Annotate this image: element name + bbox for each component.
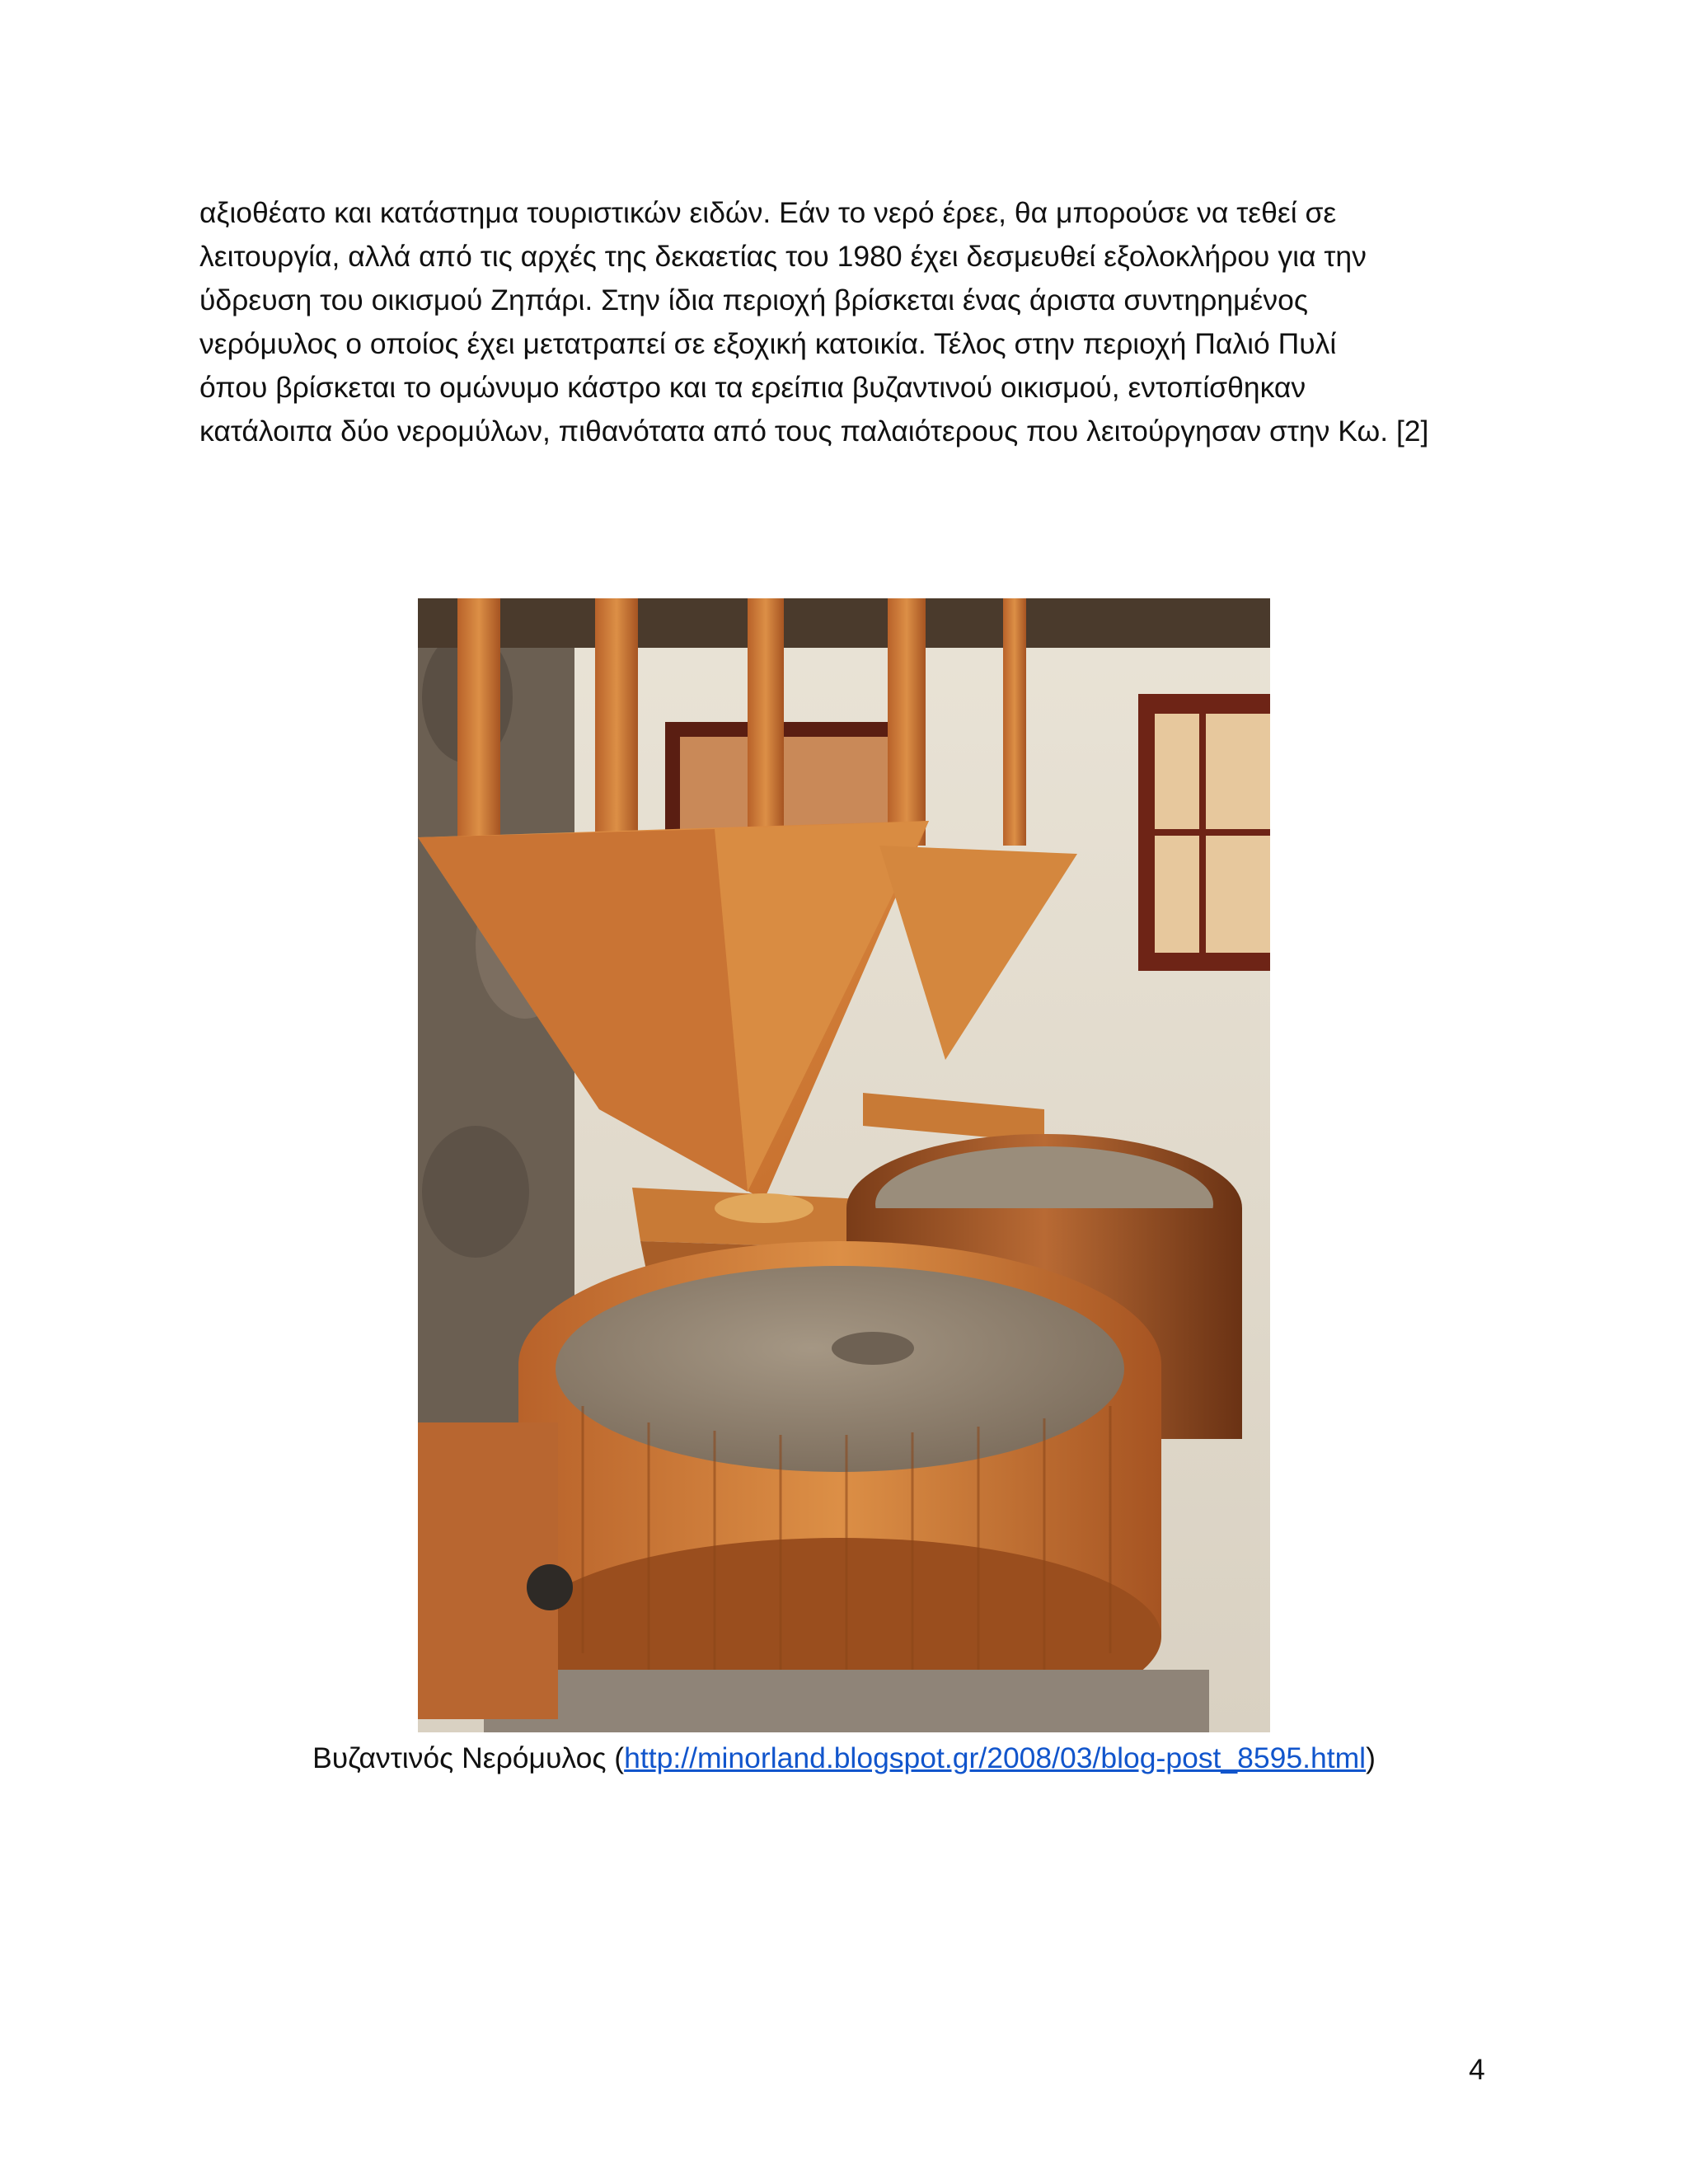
body-line: αξιοθέατο και κατάστημα τουριστικών ειδών. Εάν το νερό έρεε, θα μπορούσε να τεθεί σε [199,196,1337,229]
body-line: ύδρευση του οικισμού Ζηπάρι. Στην ίδια περιοχή βρίσκεται ένας άριστα συντηρημένος [199,284,1308,316]
caption-text-end: ) [1366,1741,1376,1774]
caption-source-link[interactable]: http://minorland.blogspot.gr/2008/03/blog-post_8595.html [624,1741,1367,1774]
body-paragraph [199,191,1518,453]
page-number: 4 [1469,2053,1485,2086]
body-line: κατάλοιπα δύο νερομύλων, πιθανότατα από τους παλαιότερους που λειτούργησαν στην Κω. [2] [199,415,1429,448]
body-line: λειτουργία, αλλά από τις αρχές της δεκαετίας του 1980 έχει δεσμευθεί εξολοκλήρου για την [199,240,1367,273]
caption-text: Βυζαντινός Νερόμυλος ( [312,1741,625,1774]
body-line: νερόμυλος ο οποίος έχει μετατραπεί σε εξοχική κατοικία. Τέλος στην περιοχή Παλιό Πυλί [199,327,1337,360]
watermill-photo [418,598,1270,1732]
figure-caption [0,1737,1688,1779]
body-line: όπου βρίσκεται το ομώνυμο κάστρο και τα ερείπια βυζαντινού οικισμού, εντοπίσθηκαν [199,371,1306,404]
